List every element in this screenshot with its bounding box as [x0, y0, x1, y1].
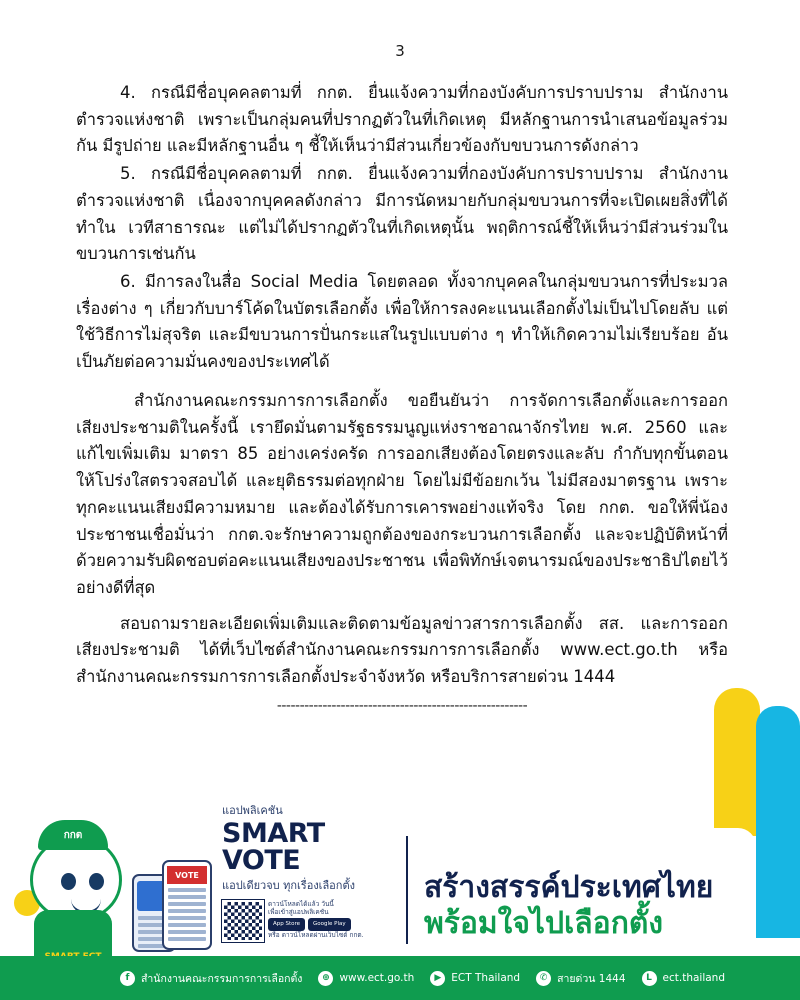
app-title: SMART VOTE — [222, 818, 325, 876]
footer-item-website[interactable] — [318, 971, 414, 986]
slogan-line-1: สร้างสรรค์ประเทศไทย — [424, 870, 714, 905]
qr-code-icon[interactable] — [222, 900, 264, 942]
store-column — [268, 900, 364, 939]
slogan-line-2: พร้อมใจไปเลือกตั้ง — [424, 906, 663, 941]
phone-icon: ✆ — [536, 971, 551, 986]
paragraph-statement: สำนักงานคณะกรรมการการเลือกตั้ง ขอยืนยันว่า การจัดการเลือกตั้งและการออกเสียงประชามติในครั้งนี้ เรายึดมั่นตามรัฐธรรมนูญแห่งราชอาณาจักรไทย พ.ศ. 2560 และแก้ไขเพิ่มเติม มาตรา 85 อย่างเคร่งครัด การออกเสียงต้องโดยตรงและลับ กำกับทุกขั้นตอนให้โปร่งใสตรวจสอบได้ และยุติธรรมต่อทุกฝ่าย โดยไม่มีข้อยกเว้น ไม่มีสองมาตรฐาน เพราะทุกคะแนนเสียงมีความหมาย และต้องได้รับการเคารพอย่างแท้จริง โดย กกต. ขอให้พี่น้องประชาชนเชื่อมั่นว่า กกต.จะรักษาความถูกต้องของกระบวนการเลือกตั้ง และจะปฏิบัติหน้าที่ด้วยความรับผิดชอบต่อคะแนนเสียงของประชาชน เพื่อพิทักษ์เจตนารมณ์ของประชาธิปไตยไว้อย่างดีที่สุด — [76, 390, 728, 597]
phone-front-rows — [168, 888, 206, 944]
app-subtitle: แอปเดียวจบ ทุกเรื่องเลือกตั้ง — [222, 879, 355, 892]
footer-item-youtube[interactable] — [430, 971, 520, 986]
phone-mockups — [132, 860, 218, 960]
paragraph-5: 5. กรณีมีชื่อบุคคลตามที่ กกต. ยื่นแจ้งความที่กองบังคับการปราบปราม สำนักงานตำรวจแห่งชาติ เนื่องจากบุคคลดังกล่าว มีการนัดหมายกับกลุ่มขบวนการที่จะเปิดเผยสิ่งที่ได้ทำใน เวทีสาธารณะ แต่ไม่ได้ปรากฏตัวในที่เกิดเหตุนั้น พฤติการณ์ชี้ให้เห็นว่ามีส่วนร่วมในขบวนการเช่นกัน — [76, 164, 728, 264]
app-store-badge[interactable]: App Store — [268, 918, 305, 931]
banner-blue-bar — [756, 706, 800, 938]
slogan-block — [424, 870, 744, 942]
store-badges — [268, 918, 364, 931]
banner-footer — [0, 956, 800, 1000]
page-number: 3 — [395, 42, 405, 60]
footer-label-line: ect.thailand — [662, 972, 725, 984]
qr-caption: เพื่อเข้าสู่แอปพลิเคชัน — [268, 908, 329, 917]
mascot-eye-left — [61, 873, 76, 890]
globe-icon: ⊕ — [318, 971, 333, 986]
smart-vote-block — [222, 801, 398, 942]
google-play-badge[interactable]: Google Play — [308, 918, 351, 931]
line-icon: L — [642, 971, 657, 986]
promo-banner — [0, 688, 800, 1000]
store-note-2: หรือ ดาวน์โหลดผ่านเว็บไซต์ กกต. — [268, 931, 364, 940]
footer-item-line[interactable] — [642, 971, 725, 986]
paragraph-contact: สอบถามรายละเอียดเพิ่มเติมและติดตามข้อมูลข่าวสารการเลือกตั้ง สส. และการออกเสียงประชามติ ได้ที่เว็บไซต์สำนักงานคณะกรรมการการเลือกตั้ง www.ect.go.th หรือสำนักงานคณะกรรมการการเลือกตั้งประจำจังหวัด หรือบริการสายด่วน 1444 — [76, 613, 728, 687]
footer-label-facebook: สำนักงานคณะกรรมการการเลือกตั้ง — [141, 972, 303, 985]
store-note: ดาวน์โหลดได้แล้ว วันนี้ — [268, 900, 334, 908]
footer-item-facebook[interactable] — [120, 970, 302, 987]
paragraph-4: 4. กรณีมีชื่อบุคคลตามที่ กกต. ยื่นแจ้งความที่กองบังคับการปราบปราม สำนักงานตำรวจแห่งชาติ เพราะเป็นกลุ่มคนที่ปรากฏตัวในที่เกิดเหตุ มีหลักฐานการนำเสนอข้อมูลร่วมกัน มีรูปถ่าย และมีหลักฐานอื่น ๆ ชี้ให้เห็นว่ามีส่วนเกี่ยวข้องกับขบวนการดังกล่าว — [76, 83, 728, 156]
mascot-eye-right — [89, 873, 104, 890]
phone-front-header: VOTE — [167, 866, 207, 884]
phone-front — [162, 860, 212, 950]
banner-divider — [406, 836, 408, 944]
mascot-cap — [38, 820, 108, 850]
youtube-icon: ▶ — [430, 971, 445, 986]
paragraph-6: 6. มีการลงในสื่อ Social Media โดยตลอด ทั้งจากบุคคลในกลุ่มขบวนการที่ประมวลเรื่องต่าง ๆ เกี่ยวกับบาร์โค้ดในบัตรเลือกตั้ง เพื่อให้การลงคะแนนเลือกตั้งไม่เป็นไปโดยลับ แต่ใช้วิธีการไม่สุจริต และมีขบวนการปั่นกระแสในรูปแบบต่าง ๆ ทำให้เกิดความไม่เรียบร้อย อันเป็นภัยต่อความมั่นคงของประเทศได้ — [76, 272, 728, 372]
document-body — [76, 80, 728, 718]
footer-label-youtube: ECT Thailand — [451, 972, 521, 984]
end-rule: ------------------------------------------------------- — [276, 697, 528, 714]
footer-item-hotline[interactable] — [536, 970, 625, 987]
mascot-cap-label: กกต — [63, 830, 83, 841]
footer-label-website: www.ect.go.th — [339, 972, 415, 984]
app-download-row — [222, 900, 398, 942]
facebook-icon: f — [120, 971, 135, 986]
app-kicker: แอปพลิเคชัน — [222, 804, 283, 817]
footer-label-hotline: สายด่วน 1444 — [557, 972, 626, 985]
